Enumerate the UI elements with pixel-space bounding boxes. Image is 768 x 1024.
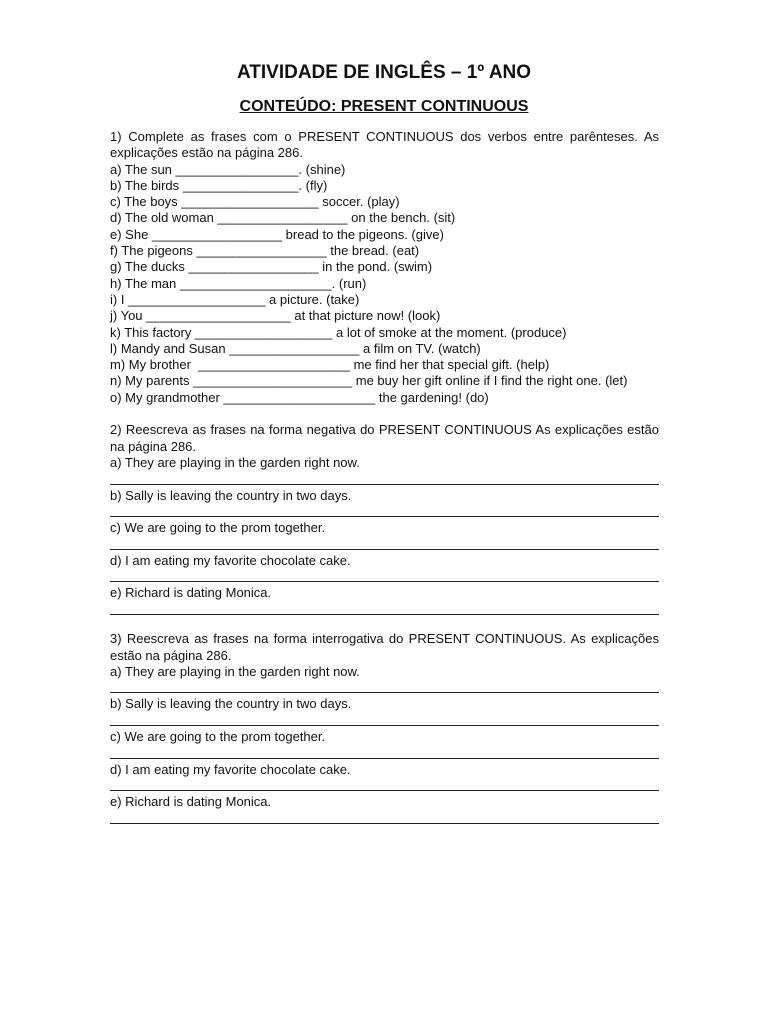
- answer-line: [110, 778, 659, 791]
- answer-line: [110, 713, 659, 726]
- exercise-instruction: 2) Reescreva as frases na forma negativa do PRESENT CONTINUOUS As explicações estão na página 286.: [110, 422, 659, 454]
- exercise-3: [110, 631, 659, 824]
- fill-in-item: h) The man _____________________. (run): [110, 275, 367, 291]
- exercise-1: [110, 129, 659, 406]
- answer-line: [110, 504, 659, 517]
- fill-in-item: l) Mandy and Susan __________________ a film on TV. (watch): [110, 340, 481, 356]
- question-item: b) Sally is leaving the country in two days.: [110, 487, 352, 503]
- fill-in-item: c) The boys ___________________ soccer. (play): [110, 194, 400, 210]
- question-item: e) Richard is dating Monica.: [110, 585, 272, 601]
- fill-in-item: j) You ____________________ at that picture now! (look): [110, 308, 441, 324]
- question-item: a) They are playing in the garden right now.: [110, 663, 360, 679]
- subtitle-text: CONTEÚDO: PRESENT CONTINUOUS: [239, 98, 529, 115]
- answer-line: [110, 471, 659, 484]
- question-item: d) I am eating my favorite chocolate cake.: [110, 761, 351, 777]
- fill-in-item: n) My parents ______________________ me buy her gift online if I find the right one. (let): [110, 373, 628, 389]
- answer-line: [110, 536, 659, 549]
- page-title: ATIVIDADE DE INGLÊS – 1º ANO: [236, 62, 532, 83]
- answer-line: [110, 745, 659, 758]
- fill-in-item: k) This factory ___________________ a lot of smoke at the moment. (produce): [110, 324, 567, 340]
- answer-line: [110, 569, 659, 582]
- question-item: a) They are playing in the garden right now.: [110, 454, 360, 470]
- exercise-instruction: 3) Reescreva as frases na forma interrogativa do PRESENT CONTINUOUS. As explicações estão na página 286.: [110, 631, 659, 663]
- question-item: d) I am eating my favorite chocolate cake.: [110, 552, 351, 568]
- question-item: b) Sally is leaving the country in two days.: [110, 696, 352, 712]
- exercise-instruction: 1) Complete as frases com o PRESENT CONTINUOUS dos verbos entre parênteses. As explicações estão na página 286.: [110, 129, 659, 161]
- answer-line: [110, 680, 659, 693]
- fill-in-item: o) My grandmother _____________________ the gardening! (do): [110, 389, 489, 405]
- fill-in-item: i) I ___________________ a picture. (take): [110, 291, 360, 307]
- fill-in-item: b) The birds ________________. (fly): [110, 177, 328, 193]
- fill-in-item: f) The pigeons __________________ the bread. (eat): [110, 243, 420, 259]
- fill-in-item: e) She __________________ bread to the pigeons. (give): [110, 226, 444, 242]
- page-subtitle: [0, 97, 768, 117]
- question-item: c) We are going to the prom together.: [110, 728, 326, 744]
- exercise-2: [110, 422, 659, 615]
- answer-line: [110, 602, 659, 615]
- fill-in-item: d) The old woman __________________ on the bench. (sit): [110, 210, 456, 226]
- question-item: e) Richard is dating Monica.: [110, 794, 272, 810]
- fill-in-item: g) The ducks __________________ in the pond. (swim): [110, 259, 433, 275]
- question-item: c) We are going to the prom together.: [110, 520, 326, 536]
- answer-line: [110, 810, 659, 823]
- worksheet-content: [110, 129, 659, 840]
- fill-in-item: a) The sun _________________. (shine): [110, 161, 346, 177]
- fill-in-item: m) My brother _____________________ me find her that special gift. (help): [110, 357, 550, 373]
